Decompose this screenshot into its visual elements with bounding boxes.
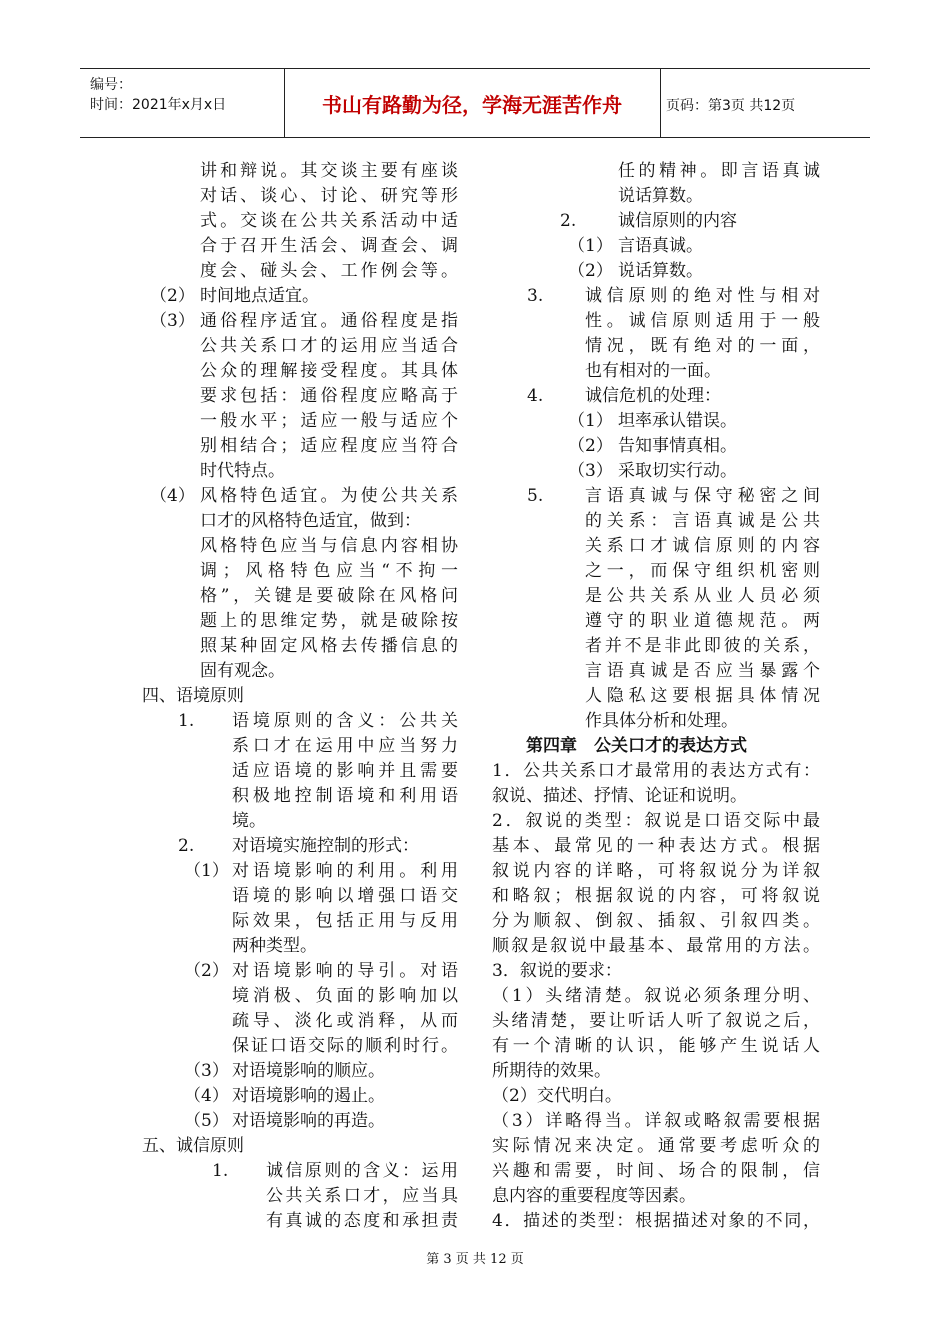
- header-divider: [660, 69, 661, 137]
- text-line: 讲和辩说。其交谈主要有座谈: [200, 161, 458, 181]
- text-line: 对语境影响的顺应。: [232, 1061, 385, 1081]
- text-line: 合于召开生活会、调查会、调: [200, 236, 458, 256]
- text-line: 格”，关键是要破除在风格问: [200, 586, 458, 606]
- list-marker: （3）: [568, 461, 613, 481]
- text-line: 言语真诚是否应当暴露个: [585, 661, 820, 681]
- list-marker: （2）: [568, 261, 613, 281]
- text-line: 说话算数。: [618, 261, 703, 281]
- list-marker: （5）: [184, 1111, 229, 1131]
- text-line: 遵守的职业道德规范。两: [585, 611, 820, 631]
- list-marker: （4）: [184, 1086, 229, 1106]
- text-line: 性。诚信原则适用于一般: [585, 311, 820, 331]
- text-line: 境。: [232, 811, 266, 831]
- text-line: 实际情况来决定。通常要考虑听众的: [492, 1136, 820, 1156]
- text-line: 对语境影响的利用。利用: [232, 861, 458, 881]
- text-line: 兴趣和需要，时间、场合的限制，信: [492, 1161, 820, 1181]
- text-line: 2．叙说的类型：叙说是口语交际中最: [492, 811, 820, 831]
- text-line: （3）详略得当。详叙或略叙需要根据: [492, 1111, 820, 1131]
- list-marker: （2）: [184, 961, 229, 981]
- list-marker: （1）: [568, 236, 613, 256]
- list-marker: 3.: [527, 286, 544, 306]
- text-line: 积极地控制语境和利用语: [232, 786, 458, 806]
- text-line: （1）头绪清楚。叙说必须条理分明、: [492, 986, 820, 1006]
- text-line: 公共关系口才，应当具: [266, 1186, 458, 1206]
- text-line: 四、语境原则: [142, 686, 244, 706]
- text-line: 照某种固定风格去传播信息的: [200, 636, 458, 656]
- list-marker: （3）: [184, 1061, 229, 1081]
- text-line: 诚信危机的处理：: [585, 386, 721, 406]
- text-line: 诚信原则的内容: [618, 211, 737, 231]
- page-header: [80, 68, 870, 138]
- text-line: 际效果，包括正用与反用: [232, 911, 458, 931]
- list-marker: 4.: [527, 386, 544, 406]
- text-line: 4．描述的类型：根据描述对象的不同，: [492, 1211, 820, 1231]
- text-line: 头绪清楚，要让听话人听了叙说之后，: [492, 1011, 820, 1031]
- text-line: （2）交代明白。: [492, 1086, 622, 1106]
- list-marker: 2.: [178, 836, 195, 856]
- doc-code-label: 编号：: [90, 77, 132, 93]
- list-marker: （1）: [184, 861, 229, 881]
- text-line: 是公共关系从业人员必须: [585, 586, 820, 606]
- header-motto: 书山有路勤为径，学海无涯苦作舟: [322, 92, 622, 117]
- list-marker: （4）: [150, 486, 195, 506]
- text-line: 有真诚的态度和承担责: [266, 1211, 458, 1231]
- chapter-heading: 第四章 公关口才的表达方式: [526, 736, 747, 756]
- list-marker: （3）: [150, 311, 195, 331]
- text-line: 对语境影响的遏止。: [232, 1086, 385, 1106]
- text-line: 五、诚信原则: [142, 1136, 244, 1156]
- text-line: 调；风格特色应当“不拘一: [200, 561, 458, 581]
- doc-time-label: 时间：2021年x月x日: [90, 97, 227, 113]
- text-line: 情况，既有绝对的一面，: [585, 336, 820, 356]
- text-line: 3．叙说的要求：: [492, 961, 622, 981]
- text-line: 式。交谈在公共关系活动中适: [200, 211, 458, 231]
- text-line: 境消极、负面的影响加以: [232, 986, 458, 1006]
- text-line: 保证口语交际的顺利时行。: [232, 1036, 458, 1056]
- text-line: 要求包括：通俗程度应略高于: [200, 386, 458, 406]
- text-line: 通俗程序适宜。通俗程度是指: [200, 311, 458, 331]
- text-line: 顺叙是叙说中最基本、最常用的方法。: [492, 936, 820, 956]
- text-line: 固有观念。: [200, 661, 285, 681]
- text-line: 语境原则的含义：公共关: [232, 711, 458, 731]
- text-line: 有一个清晰的认识，能够产生说话人: [492, 1036, 820, 1056]
- text-line: 题上的思维定势，就是破除按: [200, 611, 458, 631]
- text-line: 语境的影响以增强口语交: [232, 886, 458, 906]
- text-line: 说话算数。: [618, 186, 703, 206]
- list-marker: （2）: [150, 286, 195, 306]
- list-marker: 2.: [560, 211, 577, 231]
- text-line: 任的精神。即言语真诚: [618, 161, 820, 181]
- text-line: 口才的风格特色适宜，做到：: [200, 511, 421, 531]
- text-line: 度会、碰头会、工作例会等。: [200, 261, 458, 281]
- text-line: 系口才在运用中应当努力: [232, 736, 458, 756]
- text-line: 叙说、描述、抒情、论证和说明。: [492, 786, 747, 806]
- text-line: 所期待的效果。: [492, 1061, 611, 1081]
- text-line: 关系口才诚信原则的内容: [585, 536, 820, 556]
- text-line: 人隐私这要根据具体情况: [585, 686, 820, 706]
- header-page-info: 页码：第3页 共12页: [666, 98, 796, 114]
- text-line: 两种类型。: [232, 936, 317, 956]
- text-line: 告知事情真相。: [618, 436, 737, 456]
- header-meta: [90, 75, 226, 115]
- text-line: 也有相对的一面。: [585, 361, 721, 381]
- text-line: 时间地点适宜。: [200, 286, 319, 306]
- text-line: 诚信原则的绝对性与相对: [585, 286, 820, 306]
- text-line: 分为顺叙、倒叙、插叙、引叙四类。: [492, 911, 820, 931]
- list-marker: 5.: [527, 486, 544, 506]
- text-line: 疏导、淡化或消释，从而: [232, 1011, 458, 1031]
- text-line: 息内容的重要程度等因素。: [492, 1186, 696, 1206]
- text-line: 时代特点。: [200, 461, 285, 481]
- text-line: 和略叙；根据叙说的内容，可将叙说: [492, 886, 820, 906]
- text-line: 者并不是非此即彼的关系，: [585, 636, 820, 656]
- list-marker: 1.: [212, 1161, 229, 1181]
- text-line: 言语真诚。: [618, 236, 703, 256]
- text-line: 诚信原则的含义：运用: [266, 1161, 458, 1181]
- page-footer: 第 3 页 共 12 页: [426, 1252, 524, 1267]
- text-line: 基本、最常见的一种表达方式。根据: [492, 836, 820, 856]
- text-line: 言语真诚与保守秘密之间: [585, 486, 820, 506]
- text-line: 风格特色应当与信息内容相协: [200, 536, 458, 556]
- text-line: 一般水平；适应一般与适应个: [200, 411, 458, 431]
- text-line: 公共关系口才的运用应当适合: [200, 336, 458, 356]
- text-line: 对语境影响的再造。: [232, 1111, 385, 1131]
- text-line: 公众的理解接受程度。其具体: [200, 361, 458, 381]
- list-marker: （2）: [568, 436, 613, 456]
- text-line: 别相结合；适应程度应当符合: [200, 436, 458, 456]
- text-line: 对语境影响的导引。对语: [232, 961, 458, 981]
- text-line: 之一，而保守组织机密则: [585, 561, 820, 581]
- text-line: 对语境实施控制的形式：: [232, 836, 419, 856]
- list-marker: （1）: [568, 411, 613, 431]
- text-line: 风格特色适宜。为使公共关系: [200, 486, 458, 506]
- text-line: 坦率承认错误。: [618, 411, 737, 431]
- text-line: 适应语境的影响并且需要: [232, 761, 458, 781]
- text-line: 作具体分析和处理。: [585, 711, 738, 731]
- text-line: 叙说内容的详略，可将叙说分为详叙: [492, 861, 820, 881]
- text-line: 1．公共关系口才最常用的表达方式有：: [492, 761, 820, 781]
- text-line: 采取切实行动。: [618, 461, 737, 481]
- list-marker: 1.: [178, 711, 195, 731]
- text-line: 对话、谈心、讨论、研究等形: [200, 186, 458, 206]
- text-line: 的关系：言语真诚是公共: [585, 511, 820, 531]
